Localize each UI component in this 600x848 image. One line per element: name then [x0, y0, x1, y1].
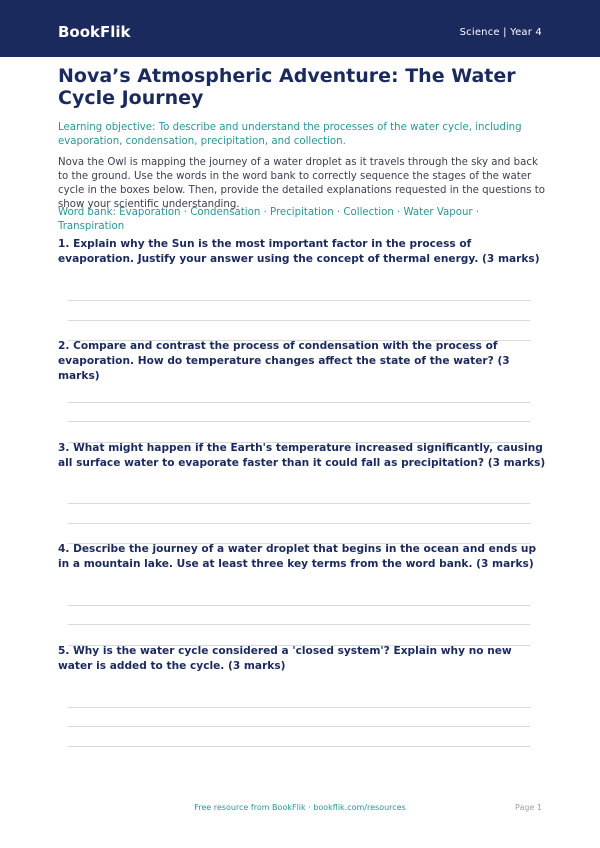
answer-line[interactable]: [68, 442, 530, 443]
header-bar: [0, 0, 600, 57]
subject-year-label: Science | Year 4: [459, 27, 542, 38]
intro-paragraph: Nova the Owl is mapping the journey of a water droplet as it travels through the sky and back to the ground. Use the words in the word bank to correctly sequence the stages of the water cycle in the boxes below. Then, provide the detailed explanations requested in the questions to show your scientific understanding.: [58, 157, 545, 210]
brand-logo[interactable]: BookFlik: [58, 23, 131, 41]
footer-resource-link[interactable]: Free resource from BookFlik · bookflik.com/resources: [194, 803, 406, 812]
answer-line[interactable]: [68, 523, 530, 524]
answer-line[interactable]: [68, 300, 530, 301]
answer-line[interactable]: [68, 726, 530, 727]
answer-line[interactable]: [68, 503, 530, 504]
answer-line[interactable]: [68, 605, 530, 606]
worksheet-title: Nova’s Atmospheric Adventure: The Water Cycle Journey: [58, 65, 516, 109]
word-bank: Word bank: Evaporation · Condensation · Precipitation · Collection · Water Vapour · Transpiration: [58, 207, 480, 232]
answer-line[interactable]: [68, 645, 530, 646]
question-1: 1. Explain why the Sun is the most important factor in the process of evaporation. Justify your answer using the concept of thermal energy. (3 marks): [58, 238, 540, 265]
answer-line[interactable]: [68, 421, 530, 422]
page-number: Page 1: [515, 803, 542, 812]
question-5: 5. Why is the water cycle considered a 'closed system'? Explain why no new water is added to the cycle. (3 marks): [58, 645, 512, 672]
question-3: 3. What might happen if the Earth's temperature increased significantly, causing all surface water to evaporate faster than it could fall as precipitation? (3 marks): [58, 442, 546, 469]
answer-line[interactable]: [68, 340, 530, 341]
learning-objective: Learning objective: To describe and understand the processes of the water cycle, including evaporation, condensation, precipitation, and collection.: [58, 122, 522, 147]
question-2: 2. Compare and contrast the process of condensation with the process of evaporation. How do temperature changes affect the state of the water? (3 marks): [58, 340, 510, 382]
question-4: 4. Describe the journey of a water droplet that begins in the ocean and ends up in a mountain lake. Use at least three key terms from the word bank. (3 marks): [58, 543, 537, 570]
answer-line[interactable]: [68, 707, 530, 708]
answer-line[interactable]: [68, 624, 530, 625]
answer-line[interactable]: [68, 402, 530, 403]
answer-line[interactable]: [68, 320, 530, 321]
answer-line[interactable]: [68, 746, 530, 747]
answer-line[interactable]: [68, 543, 530, 544]
